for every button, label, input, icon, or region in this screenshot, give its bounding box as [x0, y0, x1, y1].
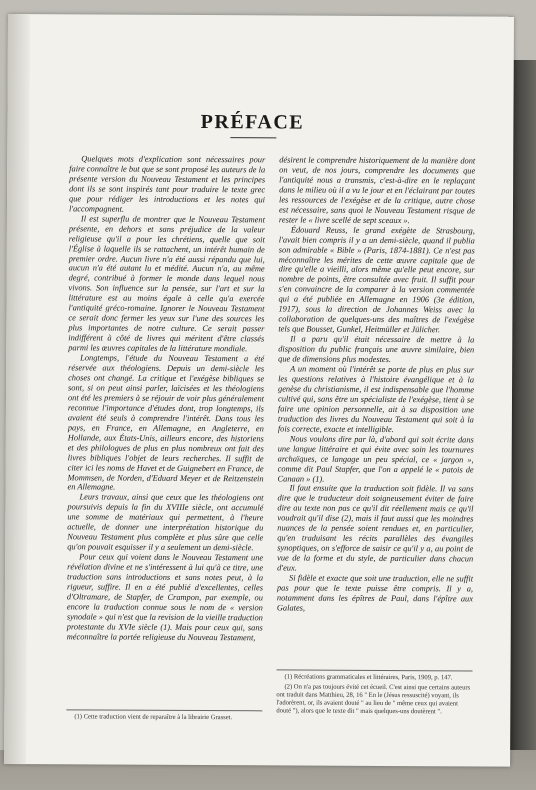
page-gutter	[4, 14, 30, 764]
paragraph: Édouard Reuss, le grand exégète de Strasbourg, l'avait bien compris il y a un demi-siècle, quand il publia son admirable « Bible » (Paris, 1874-1881). Ce n'est pas méconnaître les mérites de cette œuvre capitale que de dire qu'elle a vieilli, alors même qu'elle peut encore, sur nombre de points, être consultée avec fruit. Il suffit pour s'en convaincre de la comparer à la version commentée qui a été publiée en Allemagne en 1906 (3e édition, 1917), sous la direction de Johannes Weiss avec la collaboration de quelques-uns des maîtres de l'exégèse tels que Bousset, Gunkel, Heitmüller et Jülicher.	[278, 225, 475, 335]
footnotes-right	[276, 669, 472, 718]
paragraph: Il est superflu de montrer que le Nouveau Testament présente, en dehors et sans préjudice de la valeur religieuse qu'il a pour les chrétiens, quelle que soit l'Église à laquelle ils se rattachent, un intérêt humain de premier ordre. Aucun livre n'a été aussi répandu que lui, aucun n'a été autant lu et médité. Aucun n'a, au même degré, contribué à former le monde dans lequel nous vivons. Son influence sur la pensée, sur l'art et sur la littérature est au moins égale à celle qu'a exercée l'antiquité gréco-romaine. Ignorer le Nouveau Testament ce serait donc fermer les yeux sur l'une des sources les plus importantes de notre culture. Ce serait passer indifférent à côté de livres qui méritent d'être classés parmi les œuvres capitales de la littérature mondiale.	[68, 214, 265, 354]
footnote: (1) Récréations grammaticales et littéraires, Paris, 1909, p. 147.	[284, 673, 453, 682]
page-title: PRÉFACE	[200, 111, 305, 134]
paragraph: Quelques mots d'explication sont nécessaires pour faire connaître le but que se sont proposé les auteurs de la présente version du Nouveau Testament et les principes dont ils se sont inspirés tant pour traduire le texte grec que pour rédiger les introductions et les notes qui l'accompagnent.	[68, 154, 266, 214]
paragraph: Si fidèle et exacte que soit une traduction, elle ne suffit pas pour que le texte puisse être compris. Il y a, notamment dans les épîtres de Paul, dans l'épître aux Galates,	[276, 573, 474, 613]
title-rule	[230, 137, 276, 138]
paragraph: A un moment où l'intérêt se porte de plus en plus sur les questions relatives à l'histoire évangélique et à la genèse du christianisme, il est indispensable que l'homme cultivé qui, sans être un spécialiste de l'exégèse, tient à se faire une opinion personnelle, ait à sa disposition une traduction des livres du Nouveau Testament qui soit à la fois correcte, exacte et intelligible.	[277, 364, 475, 434]
paragraph: Leurs travaux, ainsi que ceux que les théologiens ont poursuivis depuis la fin du XVIIIe siècle, ont accumulé une somme de matériaux qui permettent, à l'heure actuelle, de donner une interprétation historique du Nouveau Testament plus complète et plus sûre que celle qu'on pouvait esquisser il y a seulement un demi-siècle.	[67, 492, 264, 553]
footnote: (1) Cette traduction vient de reparaître à la librairie Grasset.	[74, 713, 233, 722]
footnote: (2) On n'a pas toujours évité cet écueil. C'est ainsi que certains auteurs ont traduit dans Matthieu, 28, 16 " En le (Jésus ressuscité) voyant, ils l'adorèrent, or, ils avaient douté " au lieu de " même ceux qui avaient douté "), alors que le texte dit " mais quelques-uns doutèrent ".	[276, 683, 471, 716]
footnote-left	[66, 709, 262, 724]
paragraph: Longtemps, l'étude du Nouveau Testament a été réservée aux théologiens. Depuis un demi-siècle les choses ont changé. La critique et l'exégèse bibliques se sont, si on peut ainsi parler, laïcisées et les théologiens ont été les premiers à se réjouir de voir plus généralement reconnue l'importance d'études dont, trop longtemps, ils avaient été seuls à comprendre l'intérêt. Dans tous les pays, en France, en Allemagne, en Angleterre, en Hollande, aux États-Unis, ailleurs encore, des historiens et des philologues de plus en plus nombreux ont fait des livres bibliques l'objet de leurs recherches. Il suffit de citer ici les noms de Havet et de Guignebert en France, de Mommsen, de Norden, d'Eduard Meyer et de Reitzenstein en Allemagne.	[67, 353, 265, 493]
paragraph: Il faut ensuite que la traduction soit fidèle. Il va sans dire que le traducteur doit soigneusement éviter de faire dire au texte non pas ce qu'il dit réellement mais ce qu'il voudrait qu'il dise (2), mais il faut aussi que les moindres nuances de la pensée soient rendues et, en particulier, qu'en traduisant les récits parallèles des évangiles synoptiques, on s'efforce de saisir ce qu'il y a, au point de vue de la forme et du style, de particulier dans chacun d'eux.	[277, 483, 474, 573]
left-column	[67, 154, 266, 643]
paragraph: Pour ceux qui voient dans le Nouveau Testament une révélation divine et ne s'intéressent à lui qu'à ce titre, une traduction sans introductions et sans notes peut, à la rigueur, suffire. Il en a été publié d'excellentes, celles d'Oltramare, de Stapfer, de Crampon, par exemple, ou encore la traduction connue sous le nom de « version synodale » qui n'est que la revision de la vieille traduction protestante du XVIe siècle (1). Mais pour ceux qui, sans méconnaître la portée religieuse du Nouveau Testament,	[66, 552, 264, 643]
right-column	[277, 155, 475, 614]
paragraph: Nous voulons dire par là, d'abord qui soit écrite dans une langue littéraire et qui évite avec soin les tournures archaïques, ce langage un peu spécial, ce « jargon », comme dit Paul Stapfer, que l'on a appelé le « patois de Canaan » (1).	[277, 434, 474, 484]
book-page	[4, 14, 514, 767]
paragraph: désirent le comprendre historiquement de la manière dont on veut, de nos jours, comprendre les documents que l'antiquité nous a transmis, c'est-à-dire en le replaçant dans le milieu où il a vu le jour et en l'éclairant par toutes les ressources de l'exégèse et de la critique, autre chose est nécessaire, sans quoi le Nouveau Testament risque de rester le « livre scellé de sept sceaux ».	[278, 155, 476, 225]
paragraph: Il a paru qu'il était nécessaire de mettre à la disposition du public français une œuvre similaire, bien que de dimensions plus modestes.	[278, 334, 475, 365]
